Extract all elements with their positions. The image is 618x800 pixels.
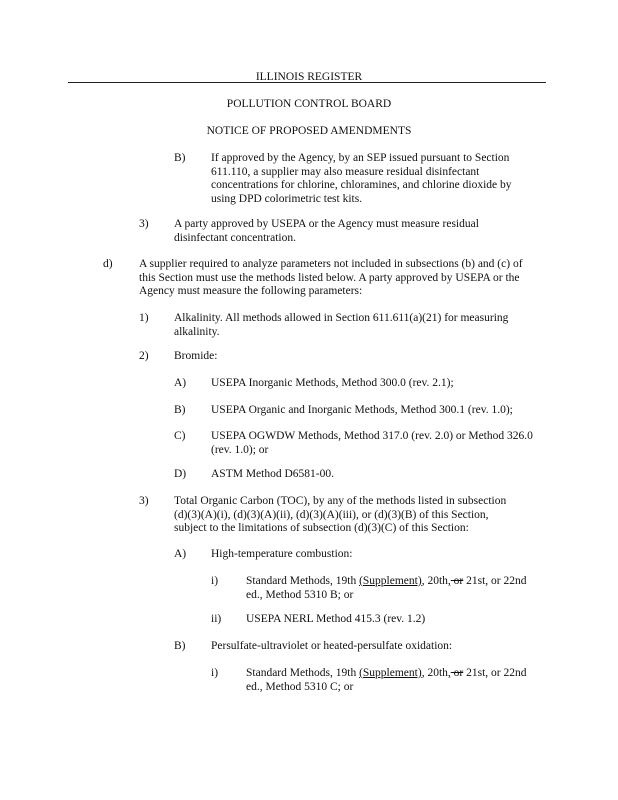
text-run: , 20th [421, 667, 448, 679]
item-text: Persulfate-ultraviolet or heated-persulfate oxidation: [211, 640, 453, 652]
item-label: 3) [139, 495, 149, 507]
item-text: A party approved by USEPA or the Agency must measure residual disinfectant concentration. [174, 218, 479, 244]
item-label: B) [174, 640, 186, 652]
item-label: ii) [211, 613, 222, 625]
item-text: USEPA NERL Method 415.3 (rev. 1.2) [246, 613, 426, 625]
item-label: i) [211, 575, 219, 587]
item-text: Bromide: [174, 350, 218, 362]
item-label: 2) [139, 350, 149, 362]
inserted-text: , [447, 667, 451, 679]
deleted-text: or [450, 667, 464, 679]
item-text: USEPA Inorganic Methods, Method 300.0 (rev. 2.1); [211, 377, 454, 389]
item-text [246, 575, 531, 602]
item-label: i) [211, 667, 219, 679]
inserted-text: (Supplement) [359, 575, 422, 587]
text-run: 21st, or 22nd ed., Method 5310 B; or [246, 575, 527, 601]
item-text: High-temperature combustion: [211, 548, 353, 560]
item-label: B) [174, 404, 186, 416]
item-label: B) [174, 152, 186, 164]
item-text: A supplier required to analyze parameters not included in subsections (b) and (c) of this Section must use the methods listed below. A party approved by USEPA or the Agency must measure the following parameters: [139, 258, 523, 297]
notice-title: NOTICE OF PROPOSED AMENDMENTS [206, 125, 412, 137]
item-text: Total Organic Carbon (TOC), by any of the methods listed in subsection (d)(3)(A)(i), (d)(3)(A)(ii), (d)(3)(A)(iii), or (d)(3)(B) of this Section, subject to the limitations of subsection (d)(3)(C) of this Section: [174, 495, 507, 534]
item-text: USEPA OGWDW Methods, Method 317.0 (rev. 2.0) or Method 326.0 (rev. 1.0); or [211, 430, 533, 456]
item-label: A) [174, 548, 187, 560]
text-run: Standard Methods, 19th [246, 575, 360, 587]
register-title: ILLINOIS REGISTER [255, 71, 363, 83]
item-label: d) [103, 258, 113, 270]
inserted-text: (Supplement) [359, 667, 422, 679]
deleted-text: or [450, 575, 464, 587]
text-run: Standard Methods, 19th [246, 667, 360, 679]
item-text: Alkalinity. All methods allowed in Section 611.611(a)(21) for measuring alkalinity. [174, 312, 509, 338]
item-label: 1) [139, 312, 149, 324]
item-text: ASTM Method D6581-00. [211, 468, 334, 480]
item-label: C) [174, 430, 186, 442]
text-run: , 20th [421, 575, 448, 587]
item-label: D) [174, 468, 187, 480]
inserted-text: , [447, 575, 451, 587]
item-text: USEPA Organic and Inorganic Methods, Method 300.1 (rev. 1.0); [211, 404, 513, 416]
item-label: 3) [139, 218, 149, 230]
text-run: 21st, or 22nd ed., Method 5310 C; or [246, 667, 527, 693]
item-text [246, 667, 531, 694]
board-title: POLLUTION CONTROL BOARD [226, 98, 392, 110]
item-label: A) [174, 377, 187, 389]
item-text: If approved by the Agency, by an SEP issued pursuant to Section 611.110, a supplier may also measure residual disinfectant concentrations for chlorine, chloramines, and chlorine dioxide by using DPD colorimetric test kits. [211, 152, 512, 205]
